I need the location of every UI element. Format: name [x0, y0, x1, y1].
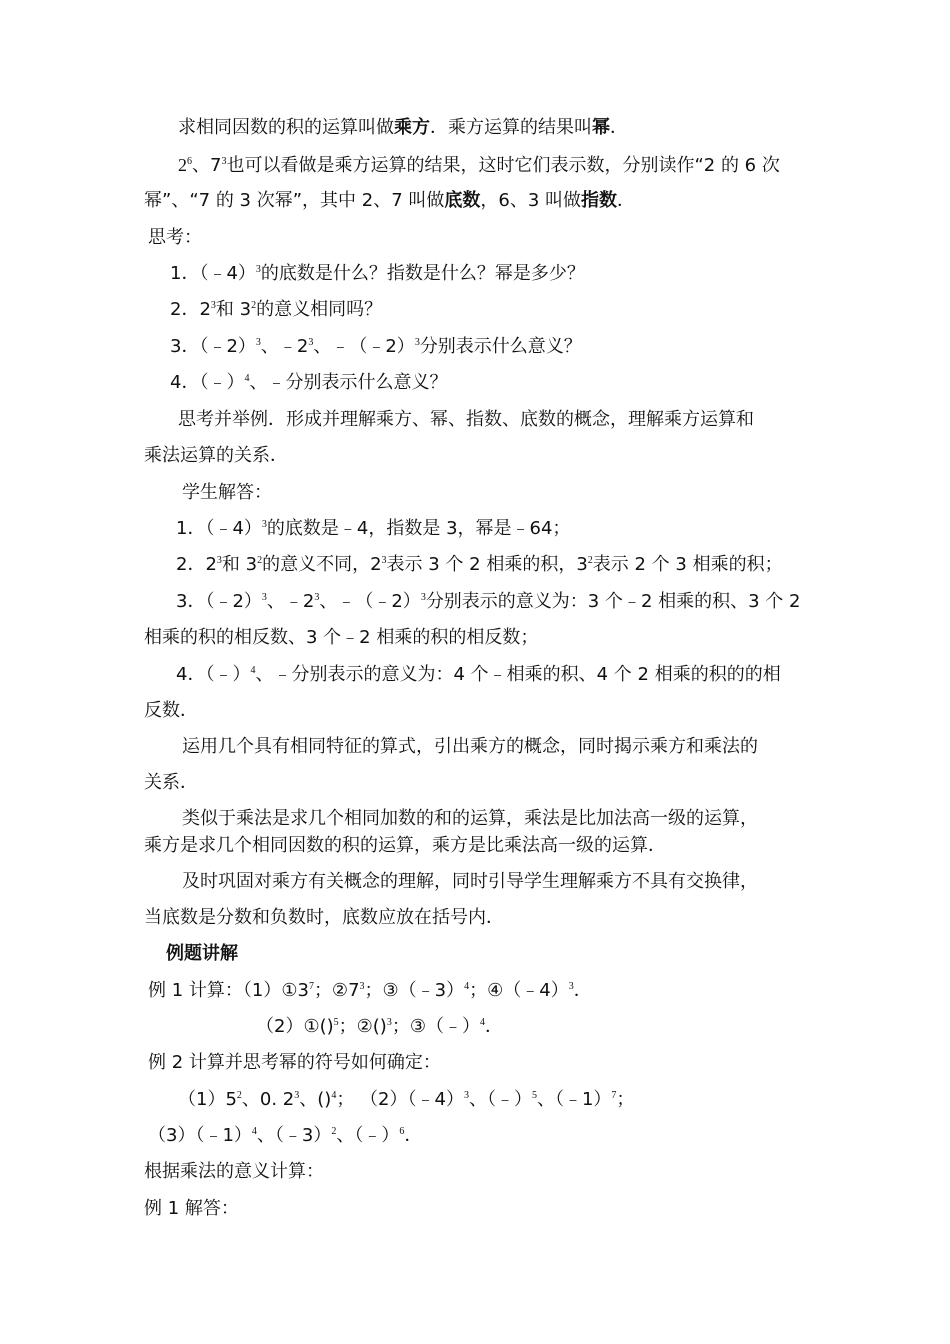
example-1-part-1: 例 1 计算：$(1)①3^7$；$②7^3$；③（﹣3）$^4$；④（﹣4）$^3$． — [148, 980, 592, 1001]
answer-3: 3．（﹣2）$^3$、$﹣2^3$、﹣（﹣2）$^3$分别表示的意义为：3 个﹣2 相乘的积、3 个 2 — [176, 591, 801, 612]
paragraph-consolidate-cont: 当底数是分数和负数时，底数应放在括号内． — [144, 907, 504, 928]
example-1-part-2: （2）①()$^5$；②()$^3$；③（﹣）$^4$． — [256, 1016, 503, 1037]
answer-4-cont: 反数． — [144, 700, 198, 721]
power-reading-line-1: $2^6$、$7^3$也可以看做是乘方运算的结果，这时它们表示数，分别读作“2 的 6 次 — [178, 155, 780, 176]
answer-3-cont: 相乘的积的相反数、3 个﹣2 相乘的积的相反数； — [144, 627, 539, 648]
paragraph-consolidate: 及时巩固对乘方有关概念的理解，同时引导学生理解乘方不具有交换律， — [182, 871, 758, 892]
question-2: 2．$2^3$和 $3^2$的意义相同吗？ — [170, 299, 383, 320]
example-2-title: 例 2 计算并思考幂的符号如何确定： — [148, 1052, 441, 1073]
definition-power: 求相同因数的积的运算叫做乘方．乘方运算的结果叫幂． — [178, 117, 628, 138]
example-1-solution-heading: 例 1 解答： — [144, 1198, 239, 1219]
think-heading: 思考： — [148, 227, 202, 248]
answer-4: 4．（﹣）$^4$、﹣分别表示的意义为：4 个﹣相乘的积、4 个 2 相乘的积的的相 — [176, 664, 781, 685]
student-answer-heading: 学生解答： — [182, 482, 272, 503]
paragraph-reveal-cont: 关系． — [144, 772, 198, 793]
answer-1: 1．（﹣4）$^3$的底数是﹣4，指数是 3，幂是﹣64； — [176, 518, 571, 539]
question-4: 4．（﹣）$^4$、﹣分别表示什么意义？ — [170, 372, 448, 393]
example-2-line-2: （3）（﹣1）$^4$、（﹣3）$^2$、（﹣）$^6$． — [148, 1125, 423, 1146]
question-3: 3．（﹣2）$^3$、$﹣2^3$、﹣（﹣2）$^3$分别表示什么意义？ — [170, 336, 582, 357]
paragraph-think-example: 思考并举例．形成并理解乘方、幂、指数、底数的概念，理解乘方运算和 — [178, 409, 754, 430]
power-reading-line-2: 幂”、“7 的 3 次幂”，其中 2、7 叫做底数，6、3 叫做指数． — [144, 190, 636, 211]
paragraph-reveal: 运用几个具有相同特征的算式，引出乘方的概念，同时揭示乘方和乘法的 — [182, 736, 758, 757]
answer-2: 2．$2^3$和 $3^2$的意义不同，$2^3$表示 3 个 2 相乘的积，$3^2$表示 2 个 3 相乘的积； — [176, 554, 783, 575]
paragraph-analogy: 类似于乘法是求几个相同加数的和的运算，乘法是比加法高一级的运算， — [182, 808, 758, 829]
paragraph-analogy-cont: 乘方是求几个相同因数的积的运算，乘方是比乘法高一级的运算． — [144, 835, 666, 856]
question-1: 1．（﹣4）$^3$的底数是什么？指数是什么？幂是多少？ — [170, 263, 585, 284]
paragraph-think-example-cont: 乘法运算的关系． — [144, 445, 288, 466]
section-heading-examples: 例题讲解 — [166, 943, 238, 964]
calc-by-multiplication: 根据乘法的意义计算： — [144, 1161, 324, 1182]
example-2-line-1: $(1)5^2$、0. $2^3$、()$^4$； （2）（﹣4）$^3$、（﹣）$^5$、（﹣1）$^7$； — [178, 1089, 635, 1110]
